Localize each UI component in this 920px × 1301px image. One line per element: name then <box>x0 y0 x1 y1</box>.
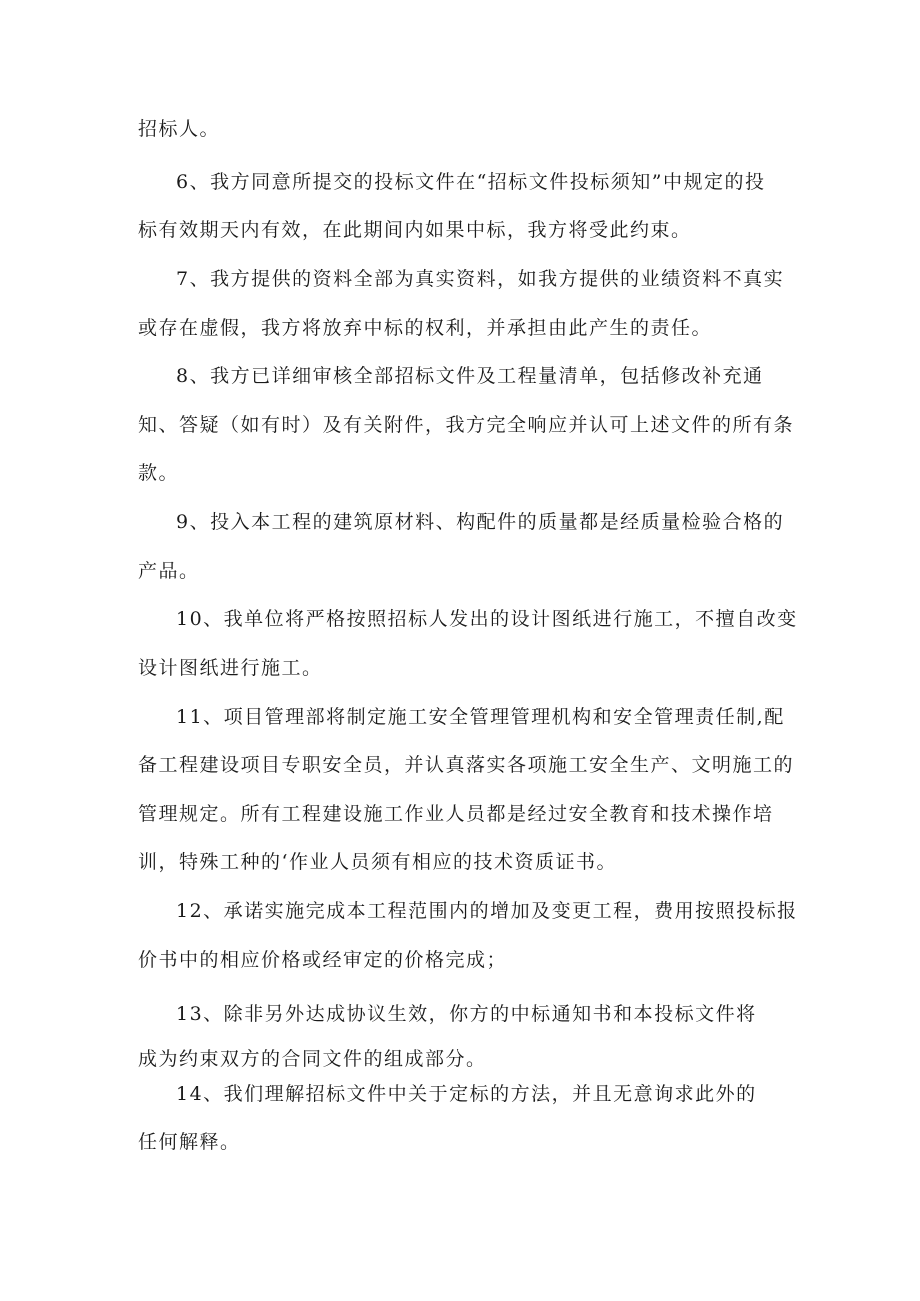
paragraph-7-line-1: 7、我方提供的资料全部为真实资料，如我方提供的业绩资料不真实 <box>176 268 785 290</box>
text-line: 招标人。 <box>138 118 221 140</box>
paragraph-14-line-2: 任何解释。 <box>138 1131 241 1153</box>
paragraph-11-line-4: 训，特殊工种的‘作业人员须有相应的技术资质证书。 <box>138 851 618 873</box>
paragraph-8-line-3: 款。 <box>138 462 180 484</box>
paragraph-6-line-1: 6、我方同意所提交的投标文件在“招标文件投标须知”中规定的投 <box>176 171 766 193</box>
paragraph-10-line-2: 设计图纸进行施工。 <box>138 657 323 679</box>
paragraph-7-line-2: 或存在虚假，我方将放弃中标的权利，并承担由此产生的责任。 <box>138 317 713 339</box>
paragraph-12-line-1: 12、承诺实施完成本工程范围内的增加及变更工程，费用按照投标报 <box>176 900 798 922</box>
paragraph-8-line-2: 知、答疑（如有时）及有关附件，我方完全响应并认可上述文件的所有条 <box>138 414 795 436</box>
paragraph-13-line-2: 成为约束双方的合同文件的组成部分。 <box>138 1048 487 1070</box>
paragraph-11-line-2: 备工程建设项目专职安全员，并认真落实各项施工安全生产、文明施工的 <box>138 754 795 776</box>
paragraph-8-line-1: 8、我方已详细审核全部招标文件及工程量清单，包括修改补充通 <box>176 365 764 387</box>
paragraph-10-line-1: 10、我单位将严格按照招标人发出的设计图纸进行施工，不擅自改变 <box>176 608 798 630</box>
paragraph-6-line-2: 标有效期天内有效，在此期间内如果中标，我方将受此约束。 <box>138 219 692 241</box>
paragraph-14-line-1: 14、我们理解招标文件中关于定标的方法，并且无意询求此外的 <box>176 1083 757 1105</box>
paragraph-11-line-1: 11、项目管理部将制定施工安全管理管理机构和安全管理责任制,配 <box>176 706 785 728</box>
paragraph-9-line-2: 产品。 <box>138 560 200 582</box>
paragraph-9-line-1: 9、投入本工程的建筑原材料、构配件的质量都是经质量检验合格的 <box>176 511 785 533</box>
paragraph-13-line-1: 13、除非另外达成协议生效，你方的中标通知书和本投标文件将 <box>176 1003 757 1025</box>
paragraph-11-line-3: 管理规定。所有工程建设施工作业人员都是经过安全教育和技术操作培 <box>138 803 774 825</box>
paragraph-12-line-2: 价书中的相应价格或经审定的价格完成； <box>138 949 508 971</box>
